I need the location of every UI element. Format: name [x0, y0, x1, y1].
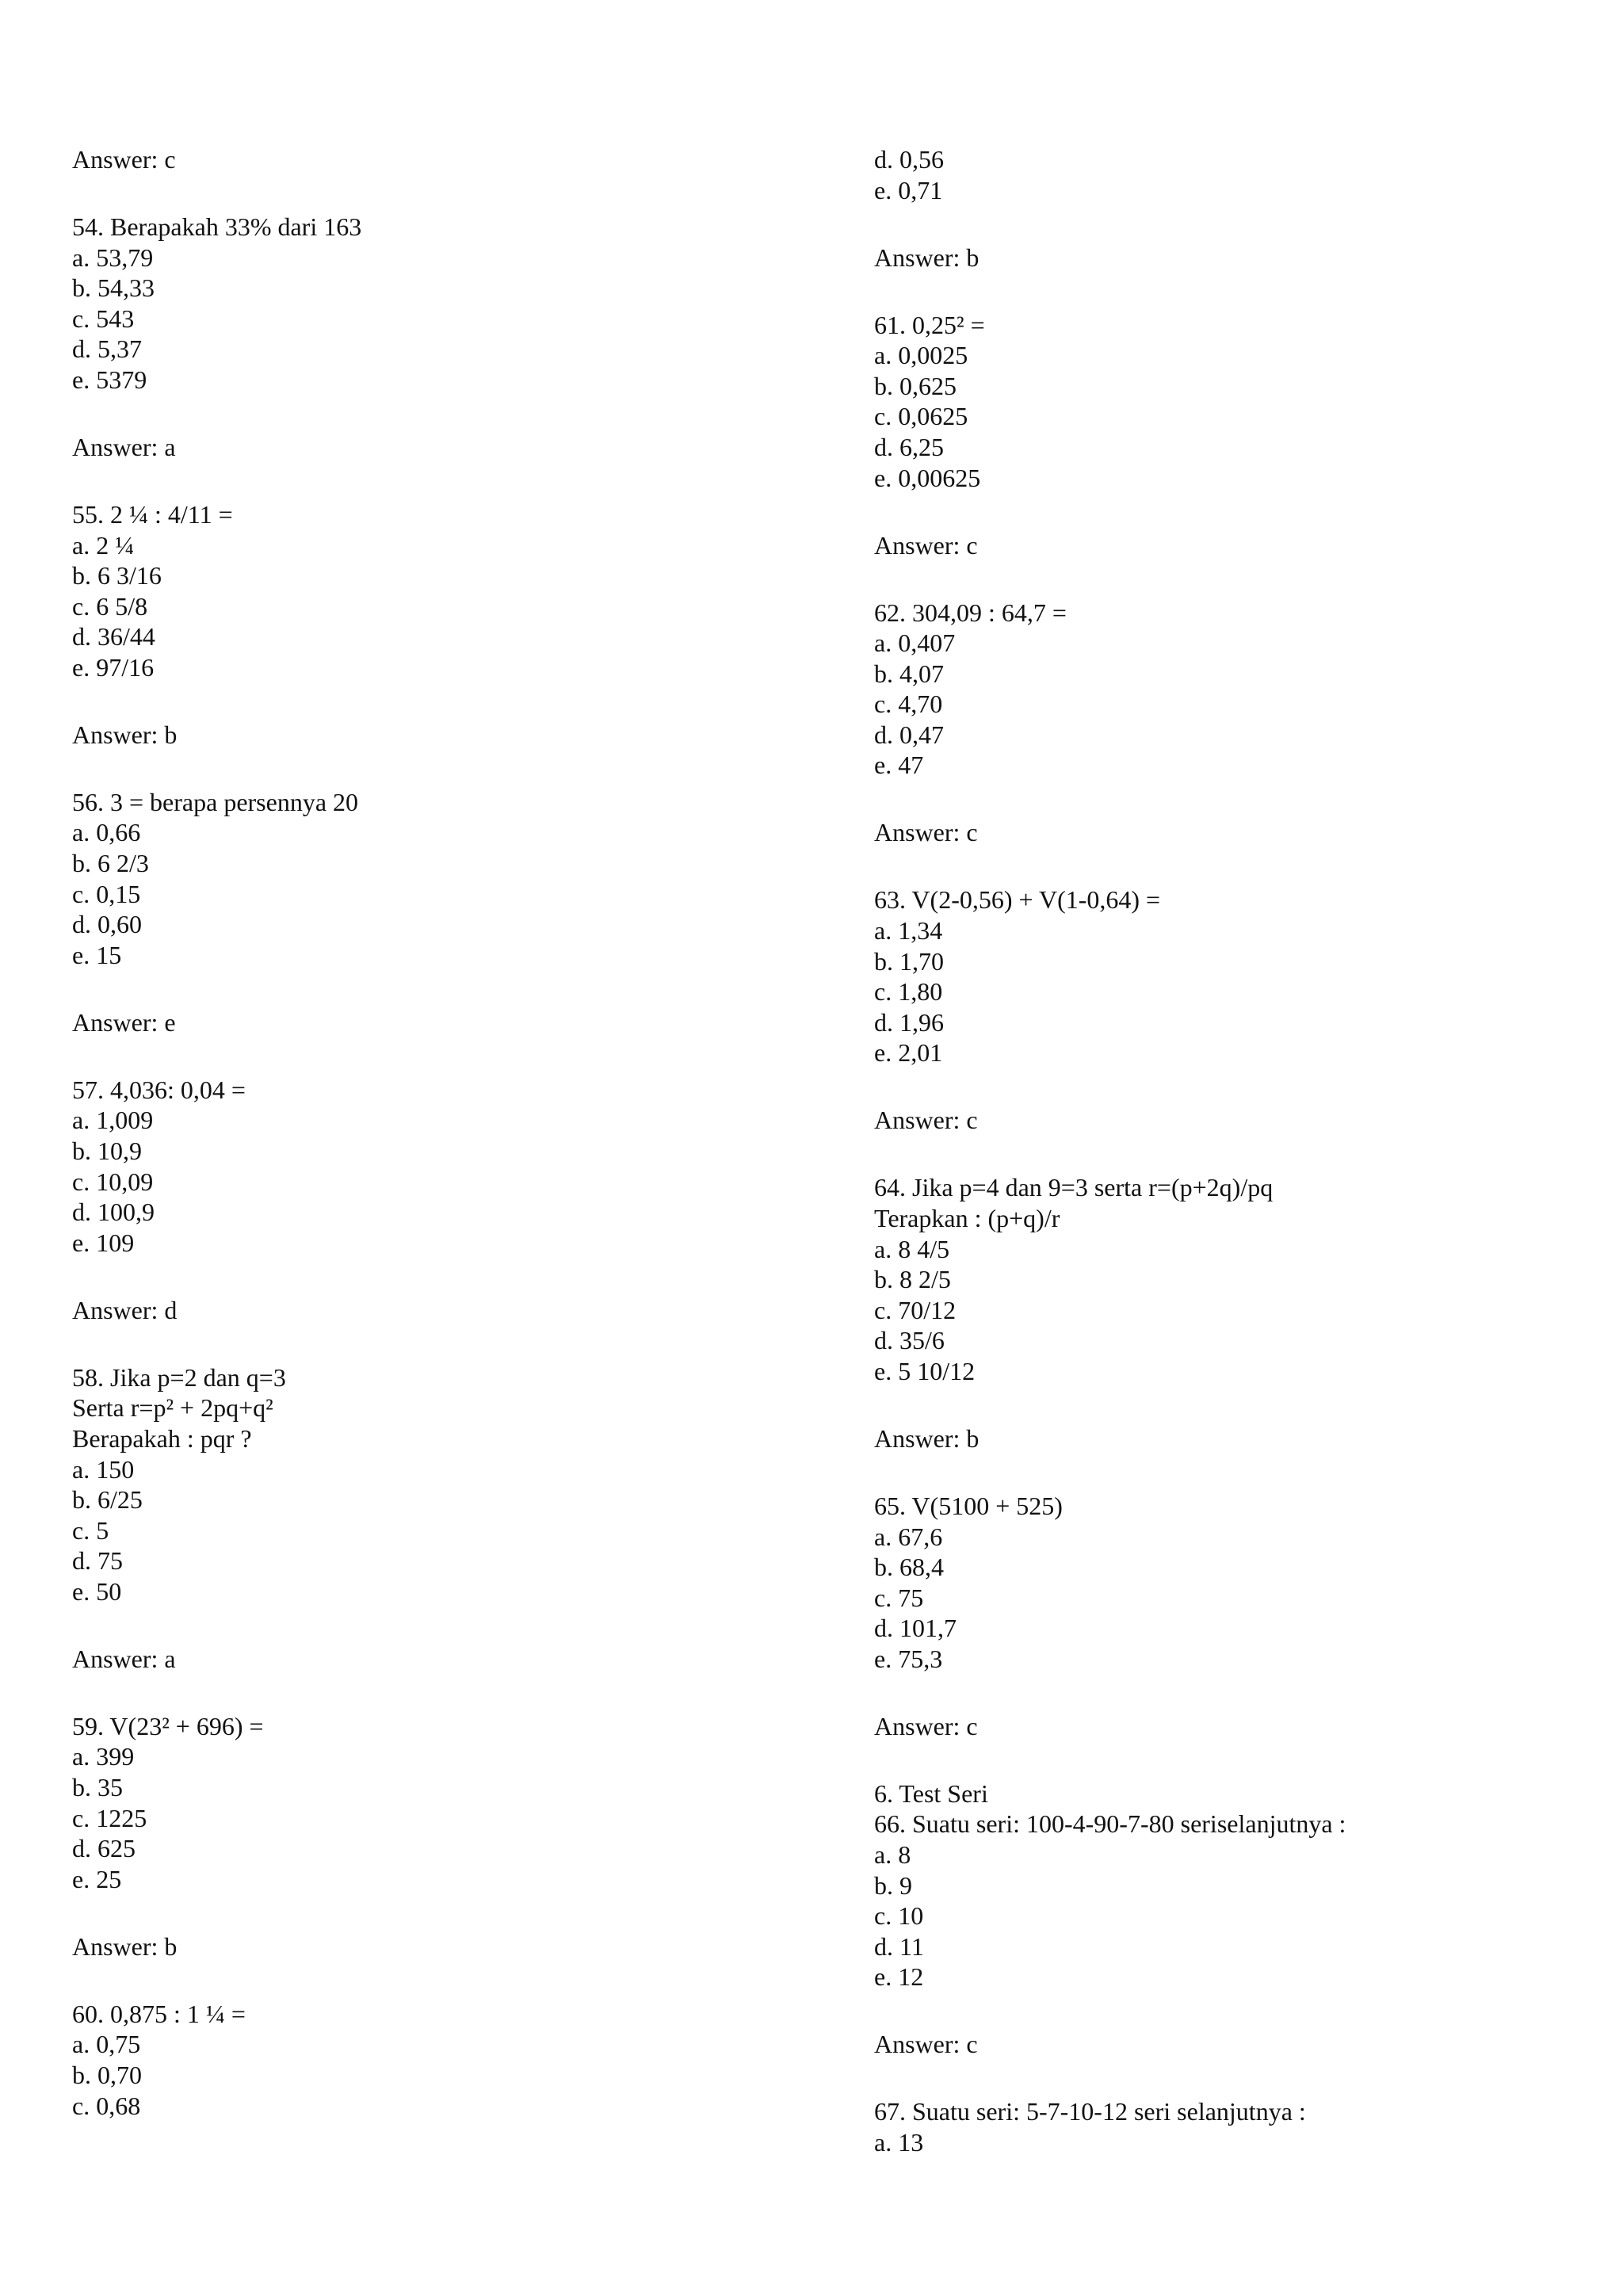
answer-block — [72, 1295, 801, 1326]
answer-block — [874, 1711, 1603, 1742]
answer-option: a. 1,009 — [72, 1106, 154, 1135]
question-56 — [72, 787, 801, 971]
answer-option: b. 54,33 — [72, 273, 155, 303]
answer-option: a. 0,407 — [874, 628, 956, 658]
answer-option: c. 75 — [874, 1583, 924, 1612]
question-text: 63. V(2-0,56) + V(1-0,64) = — [874, 885, 1161, 915]
answer-option: d. 36/44 — [72, 622, 155, 651]
answer-option: c. 1,80 — [874, 977, 943, 1007]
question-continuation — [874, 144, 1603, 205]
answer-option: e. 25 — [72, 1864, 122, 1893]
answer-block — [72, 432, 801, 463]
question-text: 62. 304,09 : 64,7 = — [874, 598, 1067, 627]
answer-text: Answer: d — [72, 1295, 178, 1324]
answer-option: e. 47 — [874, 751, 924, 780]
answer-text: Answer: a — [72, 1644, 176, 1673]
answer-text: Answer: e — [72, 1007, 176, 1037]
question-text: 60. 0,875 : 1 ¼ = — [72, 1999, 246, 2028]
answer-option: e. 0,71 — [874, 175, 943, 204]
block-spacer — [874, 205, 1603, 242]
answer-option: b. 6/25 — [72, 1485, 143, 1515]
answer-option: d. 0,47 — [874, 720, 944, 749]
block-spacer — [874, 848, 1603, 884]
answer-block — [874, 243, 1603, 273]
answer-option: a. 0,0025 — [874, 341, 968, 370]
answer-option: b. 68,4 — [874, 1553, 944, 1582]
answer-option: a. 1,34 — [874, 916, 943, 946]
answer-option: b. 10,9 — [72, 1136, 142, 1165]
answer-option: c. 5 — [72, 1515, 109, 1545]
question-text: 55. 2 ¼ : 4/11 = — [72, 499, 233, 529]
answer-option: e. 5379 — [72, 365, 147, 394]
left-column — [72, 144, 801, 2121]
answer-option: c. 543 — [72, 304, 135, 333]
block-spacer — [874, 1068, 1603, 1105]
answer-block — [72, 720, 801, 751]
block-spacer — [72, 970, 801, 1007]
right-column — [874, 144, 1603, 2158]
question-60 — [72, 1999, 801, 2121]
question-64 — [874, 1172, 1603, 1386]
question-62 — [874, 598, 1603, 781]
answer-option: b. 4,07 — [874, 659, 944, 688]
answer-option: c. 4,70 — [874, 690, 943, 719]
answer-option: d. 0,56 — [874, 145, 944, 174]
answer-option: c. 0,15 — [72, 879, 141, 908]
answer-option: e. 5 10/12 — [874, 1356, 976, 1385]
question-63 — [874, 884, 1603, 1068]
question-text: Terapkan : (p+q)/r — [874, 1203, 1060, 1232]
block-spacer — [874, 1741, 1603, 1778]
question-text: 65. V(5100 + 525) — [874, 1491, 1063, 1520]
answer-option: d. 11 — [874, 1931, 924, 1961]
question-65 — [874, 1491, 1603, 1675]
answer-option: b. 35 — [72, 1773, 123, 1802]
answer-block — [72, 1931, 801, 1962]
answer-option: b. 1,70 — [874, 946, 944, 976]
answer-option: d. 101,7 — [874, 1614, 957, 1643]
answer-option: e. 0,00625 — [874, 463, 981, 492]
block-spacer — [874, 560, 1603, 597]
answer-option: a. 2 ¼ — [72, 530, 135, 560]
answer-option: c. 0,68 — [72, 2091, 141, 2120]
answer-option: e. 75,3 — [874, 1644, 943, 1673]
block-spacer — [72, 1325, 801, 1362]
answer-option: e. 97/16 — [72, 652, 155, 682]
block-spacer — [874, 493, 1603, 529]
answer-option: c. 70/12 — [874, 1295, 957, 1324]
question-57 — [72, 1075, 801, 1259]
block-spacer — [72, 1606, 801, 1643]
answer-text: Answer: c — [874, 1711, 978, 1740]
question-text: Berapakah : pqr ? — [72, 1423, 252, 1453]
block-spacer — [72, 463, 801, 499]
question-54 — [72, 212, 801, 395]
question-text: 59. V(23² + 696) = — [72, 1711, 264, 1740]
question-text: 57. 4,036: 0,04 = — [72, 1075, 246, 1104]
answer-text: Answer: a — [72, 432, 176, 461]
answer-text: Answer: c — [874, 2030, 978, 2059]
answer-option: e. 50 — [72, 1576, 122, 1606]
block-spacer — [874, 1674, 1603, 1710]
answer-option: c. 1225 — [72, 1803, 147, 1832]
answer-option: b. 9 — [874, 1870, 912, 1900]
answer-option: a. 13 — [874, 2127, 924, 2157]
answer-option: d. 0,60 — [72, 910, 142, 939]
question-58 — [72, 1362, 801, 1607]
answer-text: Answer: b — [874, 1423, 980, 1453]
answer-option: a. 0,75 — [72, 2030, 141, 2059]
block-spacer — [72, 1037, 801, 1074]
answer-block — [874, 817, 1603, 848]
question-67 — [874, 2096, 1603, 2157]
block-spacer — [72, 175, 801, 212]
answer-option: d. 100,9 — [72, 1198, 155, 1227]
block-spacer — [874, 1992, 1603, 2029]
answer-option: a. 0,66 — [72, 818, 141, 847]
question-text: 67. Suatu seri: 5-7-10-12 seri selanjutnya : — [874, 2097, 1306, 2126]
answer-block — [72, 144, 801, 175]
answer-block — [874, 530, 1603, 561]
block-spacer — [72, 1962, 801, 1998]
question-text: 58. Jika p=2 dan q=3 — [72, 1362, 286, 1392]
answer-option: a. 8 4/5 — [874, 1234, 950, 1263]
question-text: 66. Suatu seri: 100-4-90-7-80 seriselanjutnya : — [874, 1809, 1346, 1839]
answer-option: c. 6 5/8 — [72, 591, 148, 621]
answer-option: d. 5,37 — [72, 334, 142, 364]
question-text: 6. Test Seri — [874, 1778, 988, 1808]
answer-block — [72, 1644, 801, 1675]
block-spacer — [874, 1454, 1603, 1491]
answer-option: e. 15 — [72, 940, 122, 969]
answer-option: d. 35/6 — [874, 1326, 945, 1355]
block-spacer — [72, 750, 801, 786]
question-59 — [72, 1711, 801, 1895]
answer-option: d. 75 — [72, 1546, 123, 1576]
block-spacer — [72, 1894, 801, 1931]
question-66 — [874, 1778, 1603, 1992]
answer-option: b. 0,70 — [72, 2060, 142, 2089]
answer-block — [874, 1105, 1603, 1136]
block-spacer — [72, 395, 801, 432]
answer-option: c. 0,0625 — [874, 402, 968, 431]
answer-option: c. 10 — [874, 1901, 924, 1931]
answer-option: a. 53,79 — [72, 243, 154, 272]
question-55 — [72, 499, 801, 683]
answer-option: a. 150 — [72, 1454, 135, 1484]
answer-text: Answer: c — [874, 818, 978, 847]
answer-option: b. 0,625 — [874, 371, 957, 400]
block-spacer — [72, 1674, 801, 1710]
answer-option: d. 1,96 — [874, 1007, 944, 1037]
question-text: 56. 3 = berapa persennya 20 — [72, 787, 359, 816]
answer-text: Answer: b — [72, 720, 178, 749]
block-spacer — [72, 682, 801, 719]
answer-option: a. 8 — [874, 1840, 911, 1870]
answer-option: d. 625 — [72, 1834, 136, 1863]
answer-block — [874, 2029, 1603, 2060]
question-61 — [874, 310, 1603, 494]
answer-text: Answer: b — [72, 1931, 178, 1961]
answer-block — [72, 1007, 801, 1038]
block-spacer — [874, 1387, 1603, 1423]
answer-option: e. 109 — [72, 1228, 135, 1257]
answer-option: b. 8 2/5 — [874, 1265, 951, 1294]
answer-text: Answer: c — [874, 1106, 978, 1135]
answer-option: b. 6 2/3 — [72, 849, 149, 878]
answer-text: Answer: b — [874, 243, 980, 272]
block-spacer — [874, 2060, 1603, 2096]
block-spacer — [874, 781, 1603, 817]
answer-option: b. 6 3/16 — [72, 561, 162, 590]
answer-block — [874, 1423, 1603, 1454]
question-text: 54. Berapakah 33% dari 163 — [72, 212, 362, 241]
block-spacer — [874, 273, 1603, 309]
block-spacer — [874, 1136, 1603, 1172]
answer-option: e. 2,01 — [874, 1038, 943, 1068]
question-text: Serta r=p² + 2pq+q² — [72, 1393, 273, 1423]
answer-option: a. 67,6 — [874, 1522, 943, 1551]
answer-option: a. 399 — [72, 1742, 135, 1771]
answer-option: d. 6,25 — [874, 432, 944, 461]
answer-text: Answer: c — [72, 145, 176, 174]
question-text: 61. 0,25² = — [874, 310, 985, 339]
answer-option: c. 10,09 — [72, 1167, 154, 1196]
question-text: 64. Jika p=4 dan 9=3 serta r=(p+2q)/pq — [874, 1173, 1274, 1202]
answer-text: Answer: c — [874, 530, 978, 560]
answer-option: e. 12 — [874, 1962, 924, 1992]
block-spacer — [72, 1258, 801, 1294]
